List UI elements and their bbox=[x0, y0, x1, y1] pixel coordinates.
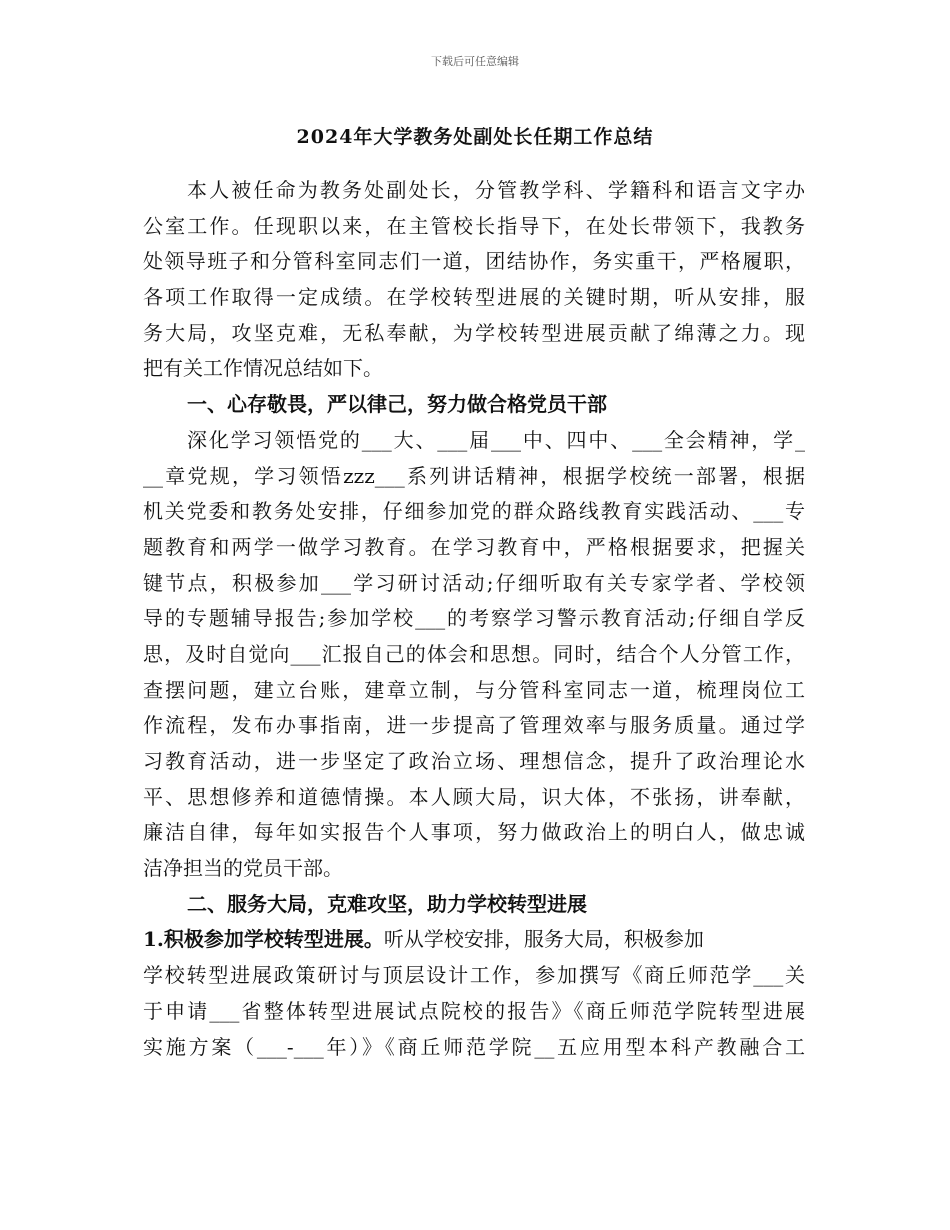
body-line: 本人被任命为教务处副处长，分管教学科、学籍科和语言文字办 bbox=[187, 178, 805, 202]
body-line: 实施方案（___-___年）》《商丘师范学院__五应用型本科产教融合工 bbox=[143, 1034, 805, 1059]
section-heading-2: 二、服务大局，克难攻坚，助力学校转型进展 bbox=[187, 891, 587, 916]
body-line: 公室工作。任现职以来，在主管校长指导下，在处长带领下，我教务 bbox=[143, 213, 805, 238]
body-line: 各项工作取得一定成绩。在学校转型进展的关键时期，听从安排，服 bbox=[143, 285, 805, 310]
body-line: 深化学习领悟党的___大、___届___中、四中、___全会精神，学_ bbox=[187, 427, 805, 452]
body-line: 键节点，积极参加___学习研讨活动;仔细听取有关专家学者、学校领 bbox=[143, 570, 805, 595]
body-line: 查摆问题，建立台账，建章立制，与分管科室同志一道，梳理岗位工 bbox=[143, 677, 805, 702]
document-title: 2024年大学教务处副处长任期工作总结 bbox=[296, 126, 654, 148]
body-line: 把有关工作情况总结如下。 bbox=[143, 356, 383, 381]
subsection-lead: 1.积极参加学校转型进展。 bbox=[143, 927, 384, 952]
body-line: 务大局，攻坚克难，无私奉献，为学校转型进展贡献了绵薄之力。现 bbox=[143, 320, 805, 345]
body-line: 平、思想修养和道德情操。本人顾大局，识大体，不张扬，讲奉献， bbox=[143, 784, 805, 809]
body-line: 思，及时自觉向___汇报自己的体会和思想。同时，结合个人分管工作， bbox=[143, 641, 805, 666]
body-line: 导的专题辅导报告;参加学校___的考察学习警示教育活动;仔细自学反 bbox=[143, 606, 805, 631]
body-line: 作流程，发布办事指南，进一步提高了管理效率与服务质量。通过学 bbox=[143, 713, 805, 738]
header-note: 下载后可任意编辑 bbox=[431, 55, 519, 68]
body-line: 习教育活动，进一步坚定了政治立场、理想信念，提升了政治理论水 bbox=[143, 749, 805, 773]
body-line: 题教育和两学一做学习教育。在学习教育中，严格根据要求，把握关 bbox=[143, 534, 805, 559]
body-line bbox=[143, 922, 805, 958]
body-line: 学校转型进展政策研讨与顶层设计工作，参加撰写《商丘师范学___关 bbox=[143, 963, 805, 988]
body-line: 于申请___省整体转型进展试点院校的报告》《商丘师范学院转型进展 bbox=[143, 998, 805, 1023]
body-line: 机关党委和教务处安排，仔细参加党的群众路线教育实践活动、___专 bbox=[143, 499, 805, 524]
body-line: 廉洁自律，每年如实报告个人事项，努力做政治上的明白人，做忠诚 bbox=[143, 820, 805, 845]
section-heading-1: 一、心存敬畏，严以律己，努力做合格党员干部 bbox=[187, 392, 607, 417]
body-line: 洁净担当的党员干部。 bbox=[143, 856, 343, 881]
body-line: 处领导班子和分管科室同志们一道，团结协作，务实重干，严格履职， bbox=[143, 249, 805, 274]
document-body bbox=[143, 173, 805, 1065]
body-line: __章党规，学习领悟zzz___系列讲话精神，根据学校统一部署，根据 bbox=[143, 463, 805, 488]
body-line-text: 听从学校安排，服务大局，积极参加 bbox=[383, 927, 704, 952]
